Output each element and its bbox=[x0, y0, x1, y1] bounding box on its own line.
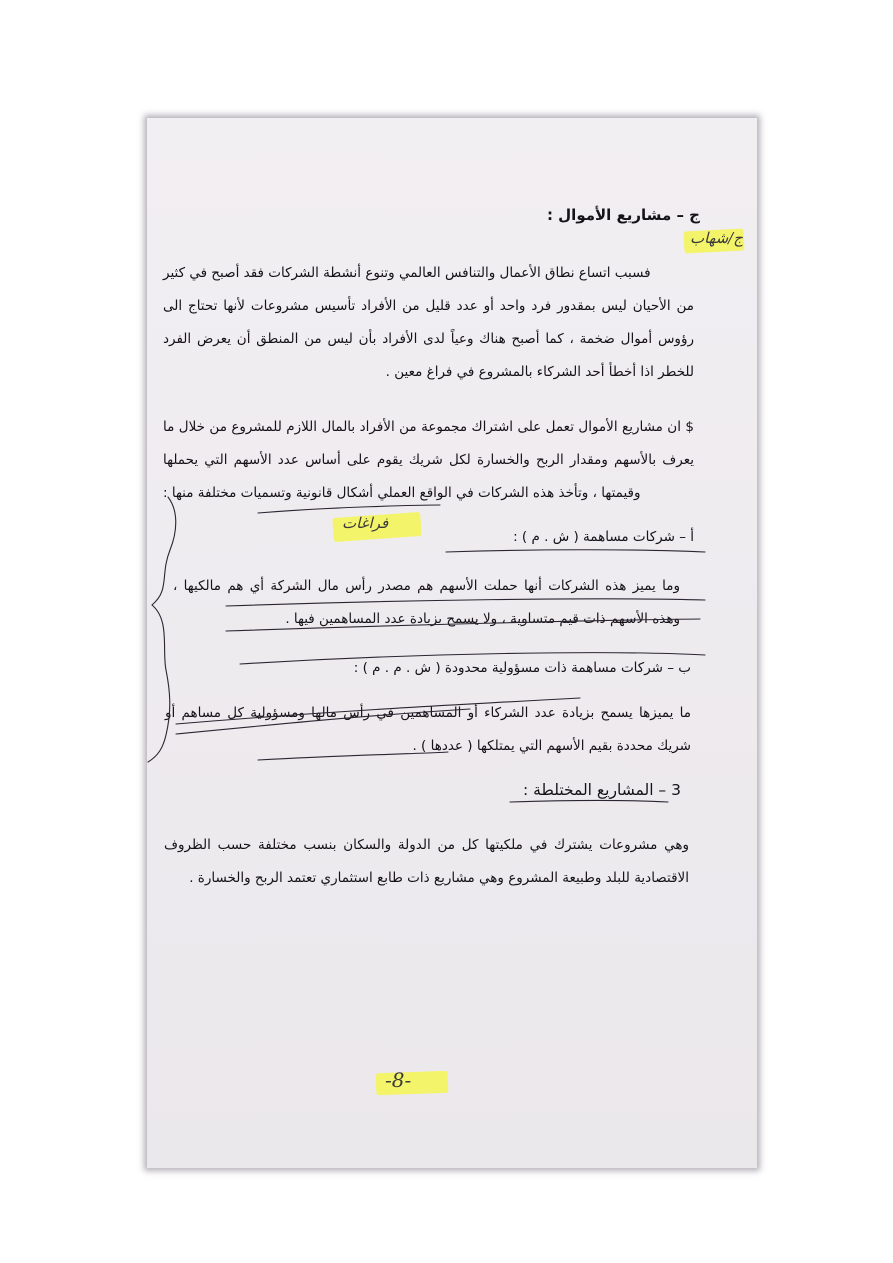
subsection-b-heading: ب – شركات مساهمة ذات مسؤولية محدودة ( ش . م . م ) : bbox=[353, 660, 691, 676]
section-3-heading: 3 – المشاريع المختلطة : bbox=[523, 781, 681, 799]
underline-mark bbox=[176, 698, 580, 724]
page-number: -8- bbox=[385, 1068, 412, 1092]
underline-mark bbox=[258, 505, 440, 513]
handwritten-note: ج/شهاب bbox=[690, 229, 743, 247]
brace-mark bbox=[148, 497, 176, 762]
paragraph-line: شريك محددة بقيم الأسهم التي يمتلكها ( عددها ) . bbox=[412, 738, 691, 754]
paragraph-line: $ ان مشاريع الأموال تعمل على اشتراك مجموعة من الأفراد بالمال اللازم للمشروع من خلال ما bbox=[163, 419, 694, 435]
paragraph-line: فسبب اتساع نطاق الأعمال والتنافس العالمي وتنوع أنشطة الشركات فقد أصبح في كثير bbox=[163, 265, 651, 281]
paragraph-line: وهي مشروعات يشترك في ملكيتها كل من الدولة والسكان بنسب مختلفة حسب الظروف bbox=[164, 837, 689, 853]
paragraph-line: رؤوس أموال ضخمة ، كما أصبح هناك وعياً لدى الأفراد بأن ليس من المنطق أن يعرض الفرد bbox=[163, 331, 694, 347]
paragraph-line: الاقتصادية للبلد وطبيعة المشروع وهي مشاريع ذات طابع استثماري تعتمد الربح والخسارة . bbox=[189, 870, 689, 886]
paragraph-line: وما يميز هذه الشركات أنها حملت الأسهم هم مصدر رأس مال الشركة أي هم مالكيها ، bbox=[173, 578, 680, 594]
subsection-a-heading: أ – شركات مساهمة ( ش . م ) : bbox=[513, 529, 694, 545]
paragraph-line: للخطر اذا أخطأ أحد الشركاء بالمشروع في فراغ معين . bbox=[385, 364, 694, 380]
paragraph-line: من الأحيان ليس بمقدور فرد واحد أو عدد قليل من الأفراد تأسيس مشروعات لأنها تحتاج الى bbox=[163, 298, 694, 314]
paragraph-line: يعرف بالأسهم ومقدار الربح والخسارة لكل شريك يقوم على أساس عدد الأسهم التي يحملها bbox=[163, 452, 694, 468]
underline-mark bbox=[446, 550, 705, 552]
paragraph-line: ما يميزها يسمح بزيادة عدد الشركاء أو المساهمين في رأس مالها ومسؤولية كل مساهم أو bbox=[165, 705, 691, 721]
paragraph-line: وهذه الأسهم ذات قيم متساوية ، ولا يسمح بزيادة عدد المساهمين فيها . bbox=[285, 611, 680, 627]
underline-mark bbox=[226, 599, 705, 606]
underline-mark bbox=[258, 752, 448, 760]
paragraph-line: وقيمتها ، وتأخذ هذه الشركات في الواقع العملي أشكال قانونية وتسميات مختلفة منها : bbox=[163, 485, 641, 501]
underline-mark bbox=[240, 653, 705, 664]
underline-mark bbox=[510, 801, 668, 803]
handwritten-note: فراغات bbox=[342, 514, 389, 532]
underline-mark bbox=[226, 619, 700, 631]
section-c-heading: ج – مشاريع الأموال : bbox=[546, 206, 700, 224]
